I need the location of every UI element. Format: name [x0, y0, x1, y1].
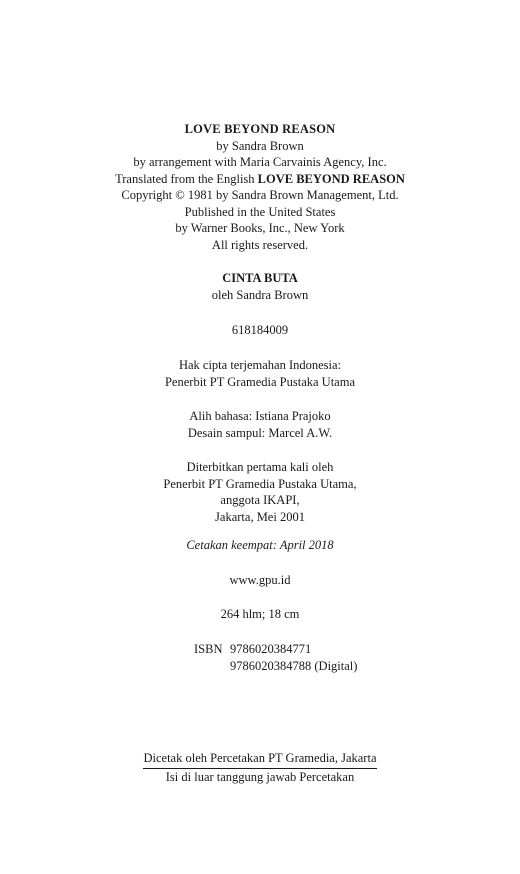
translation-author: oleh Sandra Brown — [211, 287, 309, 302]
isbn-digital: 9786020384788 (Digital) — [230, 658, 358, 673]
catalog-number: 618184009 — [231, 323, 289, 337]
pages-line: 264 hlm; 18 cm — [220, 607, 300, 621]
translated-from-prefix: Translated from the English — [115, 171, 255, 186]
original-title: LOVE BEYOND REASON — [184, 122, 336, 136]
website-line: www.gpu.id — [229, 573, 291, 587]
arrangement-line: by arrangement with Maria Carvainis Agency, Inc. — [133, 155, 387, 169]
translator-credit: Alih bahasa: Istiana Prajoko — [189, 409, 331, 423]
cover-design-credit: Desain sampul: Marcel A.W. — [187, 425, 333, 440]
website-block — [0, 572, 520, 589]
first-publication-block — [0, 459, 520, 525]
translation-rights-line-2: Penerbit PT Gramedia Pustaka Utama — [164, 374, 355, 389]
edition-line: Cetakan keempat: April 2018 — [186, 538, 334, 552]
first-publication-line-4: Jakarta, Mei 2001 — [215, 509, 305, 524]
copyright-line: Copyright © 1981 by Sandra Brown Management, Ltd. — [121, 188, 399, 202]
first-publication-line-2: Penerbit PT Gramedia Pustaka Utama, — [163, 476, 357, 491]
translation-title: CINTA BUTA — [222, 271, 298, 285]
original-edition-block — [0, 121, 520, 253]
original-author: by Sandra Brown — [216, 138, 304, 153]
disclaimer-line: Isi di luar tanggung jawab Percetakan — [165, 769, 355, 784]
translated-from-line — [0, 171, 520, 188]
edition-block — [0, 537, 520, 554]
first-publication-line-3: anggota IKAPI, — [220, 493, 300, 507]
translated-from-title: LOVE BEYOND REASON — [257, 171, 405, 186]
isbn-row-digital — [0, 658, 520, 675]
credits-block — [0, 408, 520, 441]
printer-footer — [0, 750, 520, 785]
translation-rights-block — [0, 357, 520, 390]
isbn-label: ISBN — [194, 642, 223, 656]
isbn-print: 9786020384771 — [230, 642, 312, 656]
translation-block — [0, 270, 520, 303]
published-in-line: Published in the United States — [184, 204, 336, 219]
printer-line: Dicetak oleh Percetakan PT Gramedia, Jakarta — [143, 750, 376, 769]
first-publication-line-1: Diterbitkan pertama kali oleh — [186, 460, 334, 474]
original-publisher-line: by Warner Books, Inc., New York — [175, 221, 345, 235]
translation-rights-line-1: Hak cipta terjemahan Indonesia: — [178, 358, 342, 372]
rights-line: All rights reserved. — [211, 237, 309, 252]
pages-block — [0, 606, 520, 623]
isbn-row-print — [0, 641, 520, 658]
isbn-block — [0, 641, 520, 674]
catalog-number-block — [0, 322, 520, 339]
